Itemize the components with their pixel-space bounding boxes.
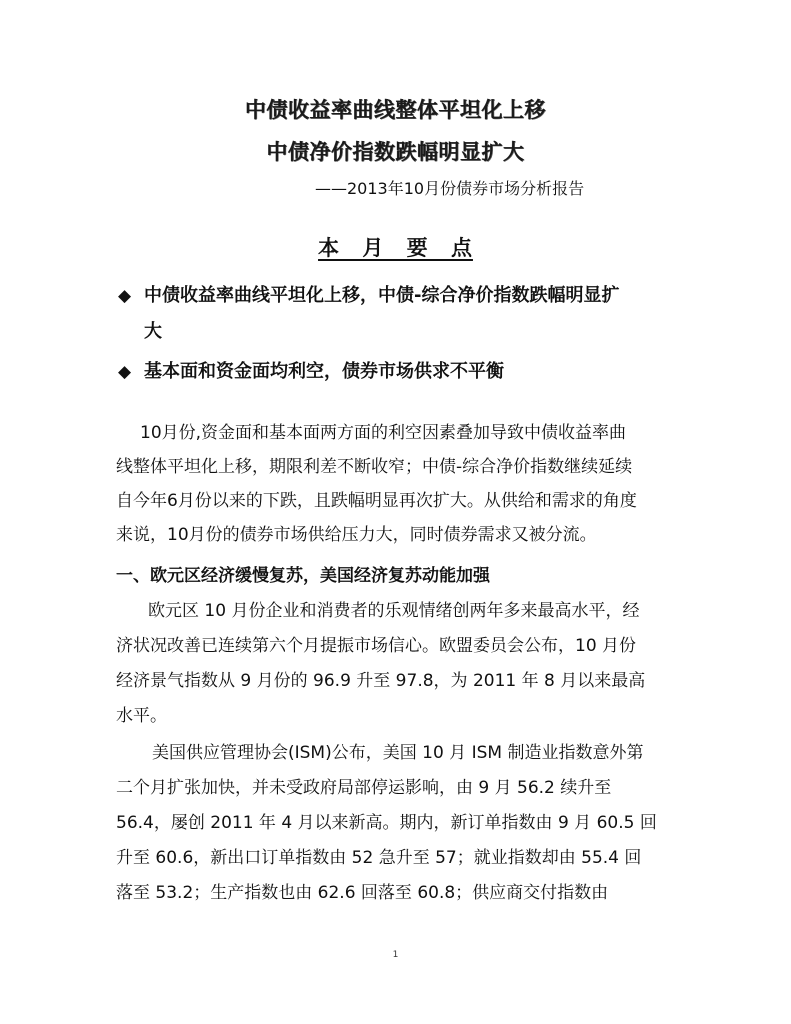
diamond-bullet-icon: ◆ [118, 362, 132, 382]
diamond-bullet-icon: ◆ [118, 286, 132, 306]
main-title-line1: 中债收益率曲线整体平坦化上移 [245, 98, 546, 122]
eurozone-paragraph [116, 594, 676, 734]
highlight-bullet-1 [118, 278, 678, 350]
section-heading-1: 一、欧元区经济缓慢复苏，美国经济复苏动能加强 [116, 566, 490, 586]
intro-paragraph [116, 416, 676, 552]
report-subtitle: ——2013年10月份债券市场分析报告 [315, 179, 585, 198]
highlights-heading [0, 232, 791, 262]
highlight-text-continued: 大 [144, 321, 162, 342]
paragraph-line: 自今年6月份以来的下跌，且跌幅明显再次扩大。从供给和需求的角度 [116, 491, 637, 511]
paragraph-line: 落至 53.2；生产指数也由 62.6 回落至 60.8；供应商交付指数由 [116, 883, 609, 903]
paragraph-line: 二个月扩张加快，并未受政府局部停运影响，由 9 月 56.2 续升至 [116, 778, 612, 798]
paragraph-line: 济状况改善已连续第六个月提振市场信心。欧盟委员会公布，10 月份 [116, 636, 637, 656]
highlight-text: 中债收益率曲线平坦化上移，中债-综合净价指数跌幅明显扩 [144, 285, 620, 306]
highlight-bullet-2 [118, 354, 504, 390]
main-title-line2: 中债净价指数跌幅明显扩大 [266, 140, 525, 164]
paragraph-line: 56.4，屡创 2011 年 4 月以来新高。期内，新订单指数由 9 月 60.5 回 [116, 813, 657, 833]
page-number: 1 [392, 950, 399, 960]
paragraph-line: 欧元区 10 月份企业和消费者的乐观情绪创两年多来最高水平，经 [148, 601, 640, 621]
paragraph-line: 水平。 [116, 706, 167, 726]
paragraph-line: 升至 60.6，新出口订单指数由 52 急升至 57；就业指数却由 55.4 回 [116, 848, 642, 868]
paragraph-line: 经济景气指数从 9 月份的 96.9 升至 97.8，为 2011 年 8 月以来最高 [116, 671, 646, 691]
paragraph-line: 10月份,资金面和基本面两方面的利空因素叠加导致中债收益率曲 [140, 423, 627, 443]
highlights-heading-text: 本 月 要 点 [318, 236, 473, 260]
highlight-text: 基本面和资金面均利空，债券市场供求不平衡 [144, 361, 504, 382]
paragraph-line: 来说，10月份的债券市场供给压力大，同时债券需求又被分流。 [116, 525, 597, 545]
us-paragraph [116, 736, 676, 911]
paragraph-line: 美国供应管理协会(ISM)公布，美国 10 月 ISM 制造业指数意外第 [152, 743, 644, 763]
paragraph-line: 线整体平坦化上移，期限利差不断收窄；中债-综合净价指数继续延续 [116, 457, 633, 477]
